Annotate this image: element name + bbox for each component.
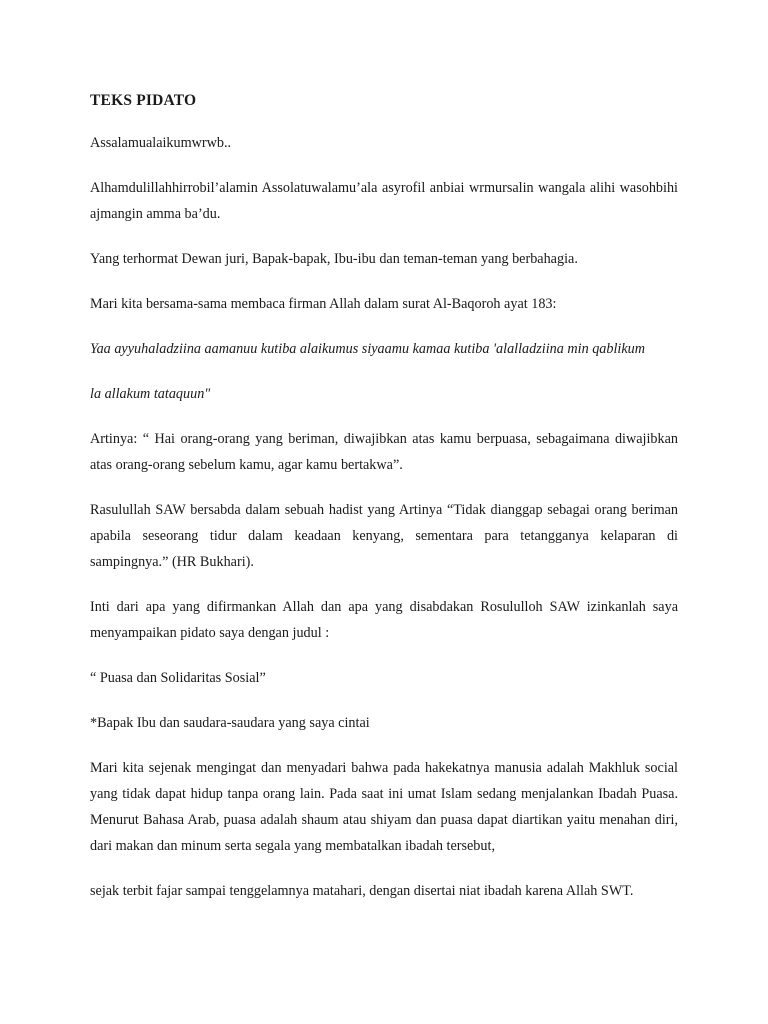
paragraph-address: *Bapak Ibu dan saudara-saudara yang saya cintai (90, 715, 370, 731)
paragraph-opening-praise: Alhamdulillahhirrobil’alamin Assolatuwalamu’ala asyrofil anbiai wrmursalin wangala alihi wasohbihi ajmangin amma ba’du. (90, 180, 678, 222)
paragraph-continuation: sejak terbit fajar sampai tenggelamnya matahari, dengan disertai niat ibadah karena Allah SWT. (90, 883, 634, 899)
document-body (90, 88, 678, 923)
paragraph-hadith: Rasulullah SAW bersabda dalam sebuah hadist yang Artinya “Tidak dianggap sebagai orang beriman apabila seseorang tidur dalam keadaan kenyang, sementara para tetangganya kelaparan di sampingnya.” (HR Bukhari). (90, 502, 678, 570)
paragraph-verse-meaning: Artinya: “ Hai orang-orang yang beriman, diwajibkan atas kamu berpuasa, sebagaimana diwajibkan atas orang-orang sebelum kamu, agar kamu bertakwa”. (90, 431, 678, 473)
paragraph-salutation: Yang terhormat Dewan juri, Bapak-bapak, Ibu-ibu dan teman-teman yang berbahagia. (90, 251, 578, 267)
document-title: TEKS PIDATO (90, 92, 197, 109)
paragraph-verse-arabic-2: la allakum tataquun" (90, 386, 211, 402)
paragraph-greeting: Assalamualaikumwrwb.. (90, 135, 232, 151)
paragraph-invitation-to-read: Mari kita bersama-sama membaca firman Allah dalam surat Al-Baqoroh ayat 183: (90, 296, 557, 312)
paragraph-verse-arabic-1: Yaa ayyuhaladziina aamanuu kutiba alaikumus siyaamu kamaa kutiba 'alalladziina min qablikum (90, 341, 646, 357)
paragraph-introduction: Inti dari apa yang difirmankan Allah dan apa yang disabdakan Rosululloh SAW izinkanlah saya menyampaikan pidato saya dengan judul : (90, 599, 678, 641)
paragraph-main-body: Mari kita sejenak mengingat dan menyadari bahwa pada hakekatnya manusia adalah Makhluk social yang tidak dapat hidup tanpa orang lain. Pada saat ini umat Islam sedang menjalankan Ibadah Puasa. Menurut Bahasa Arab, puasa adalah shaum atau shiyam dan puasa dapat diartikan yaitu menahan diri, dari makan dan minum serta segala yang membatalkan ibadah tersebut, (90, 760, 678, 854)
paragraph-speech-title: “ Puasa dan Solidaritas Sosial” (90, 670, 266, 686)
